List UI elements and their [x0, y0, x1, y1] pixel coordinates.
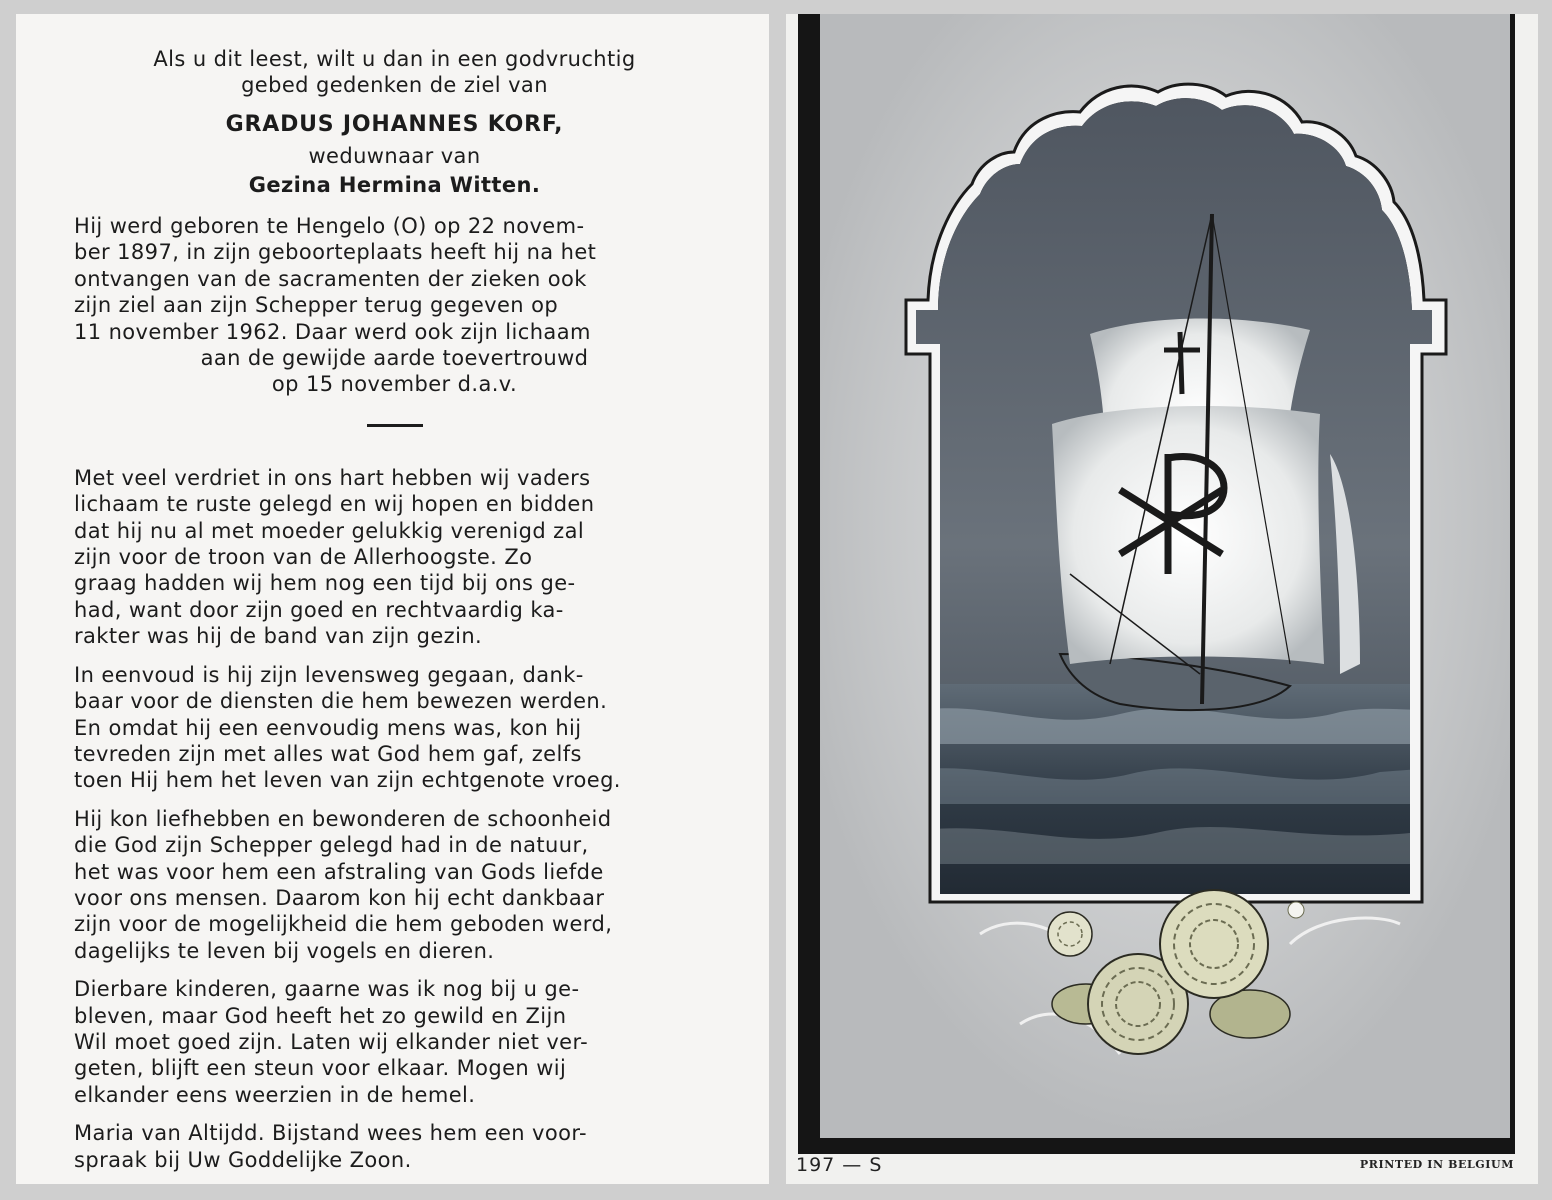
text-line: baar voor de diensten die hem bewezen werden. [74, 689, 608, 714]
bio-line: aan de gewijde aarde toevertrouwd [200, 346, 589, 371]
intro-line-2: gebed gedenken de ziel van [241, 73, 548, 97]
text-line: In eenvoud is hij zijn levensweg gegaan, dank- [74, 662, 584, 687]
text-line: Maria van Altijdd. Bijstand wees hem een voor- [74, 1121, 588, 1146]
widower-label: weduwnaar van [308, 144, 481, 168]
paragraph-3 [74, 806, 715, 964]
text-line: Met veel verdriet in ons hart hebben wij vaders [74, 465, 591, 490]
paragraph-2 [74, 662, 715, 794]
text-line: lichaam te ruste gelegd en wij hopen en bidden [74, 492, 595, 517]
memorial-image-card [786, 14, 1538, 1184]
text-line: dat hij nu al met moeder gelukkig verenigd zal [74, 518, 585, 543]
text-line: die God zijn Schepper gelegd had in de natuur, [74, 833, 589, 858]
paragraph-4 [74, 976, 715, 1108]
text-line: rakter was hij de band van zijn gezin. [74, 624, 483, 649]
text-line: voor ons mensen. Daarom kon hij echt dankbaar [74, 885, 605, 910]
black-border [798, 14, 1515, 1154]
section-divider [367, 424, 423, 427]
text-line: toen Hij hem het leven van zijn echtgenote vroeg. [74, 768, 621, 793]
text-line: graag hadden wij hem nog een tijd bij ons ge- [74, 571, 576, 596]
spouse-name: Gezina Hermina Witten. [248, 173, 541, 197]
paragraph-5 [74, 1120, 715, 1173]
text-line: Dierbare kinderen, gaarne was ik nog bij u ge- [74, 977, 580, 1002]
text-line: zijn voor de mogelijkheid die hem geboden werd, [74, 912, 613, 937]
text-line: elkander eens weerzien in de hemel. [74, 1082, 476, 1107]
text-line: het was voor hem een afstraling van Gods liefde [74, 859, 604, 884]
bio-line: ber 1897, in zijn geboorteplaats heeft hij na het [74, 240, 597, 265]
text-line: bleven, maar God heeft het zo gewild en Zijn [74, 1003, 567, 1028]
text-line: En omdat hij een eenvoudig mens was, kon hij [74, 715, 582, 740]
paragraph-1 [74, 465, 715, 650]
bio-line: ontvangen van de sacramenten der zieken ook [74, 266, 587, 291]
bio-line: 11 november 1962. Daar werd ook zijn lichaam [74, 319, 591, 344]
text-line: geten, blijft een steun voor elkaar. Mogen wij [74, 1056, 567, 1081]
text-line: zijn voor de troon van de Allerhoogste. Zo [74, 545, 533, 570]
bio-line: Hij werd geboren te Hengelo (O) op 22 novem- [74, 214, 585, 238]
text-line: tevreden zijn met alles wat God hem gaf, zelfs [74, 741, 582, 766]
intro-line-1: Als u dit leest, wilt u dan in een godvruchtig [153, 47, 636, 71]
text-line: spraak bij Uw Goddelijke Zoon. [74, 1147, 412, 1172]
memorial-text-card [16, 14, 769, 1184]
deceased-name: GRADUS JOHANNES KORF, [225, 112, 564, 137]
bio-line: op 15 november d.a.v. [271, 372, 518, 397]
text-line: had, want door zijn goed en rechtvaardig ka- [74, 597, 564, 622]
bio-line: zijn ziel aan zijn Schepper terug gegeven op [74, 293, 559, 318]
text-line: dagelijks te leven bij vogels en dieren. [74, 938, 495, 963]
text-line: Hij kon liefhebben en bewonderen de schoonheid [74, 806, 612, 831]
ship-with-chi-rho-sail-icon [820, 14, 1510, 1138]
image-field [820, 14, 1510, 1138]
biography [74, 213, 715, 398]
card-code: 197 — S [796, 1154, 883, 1176]
printer-imprint: PRINTED IN BELGIUM [1359, 1158, 1514, 1171]
text-line: Wil moet goed zijn. Laten wij elkander niet ver- [74, 1029, 589, 1054]
